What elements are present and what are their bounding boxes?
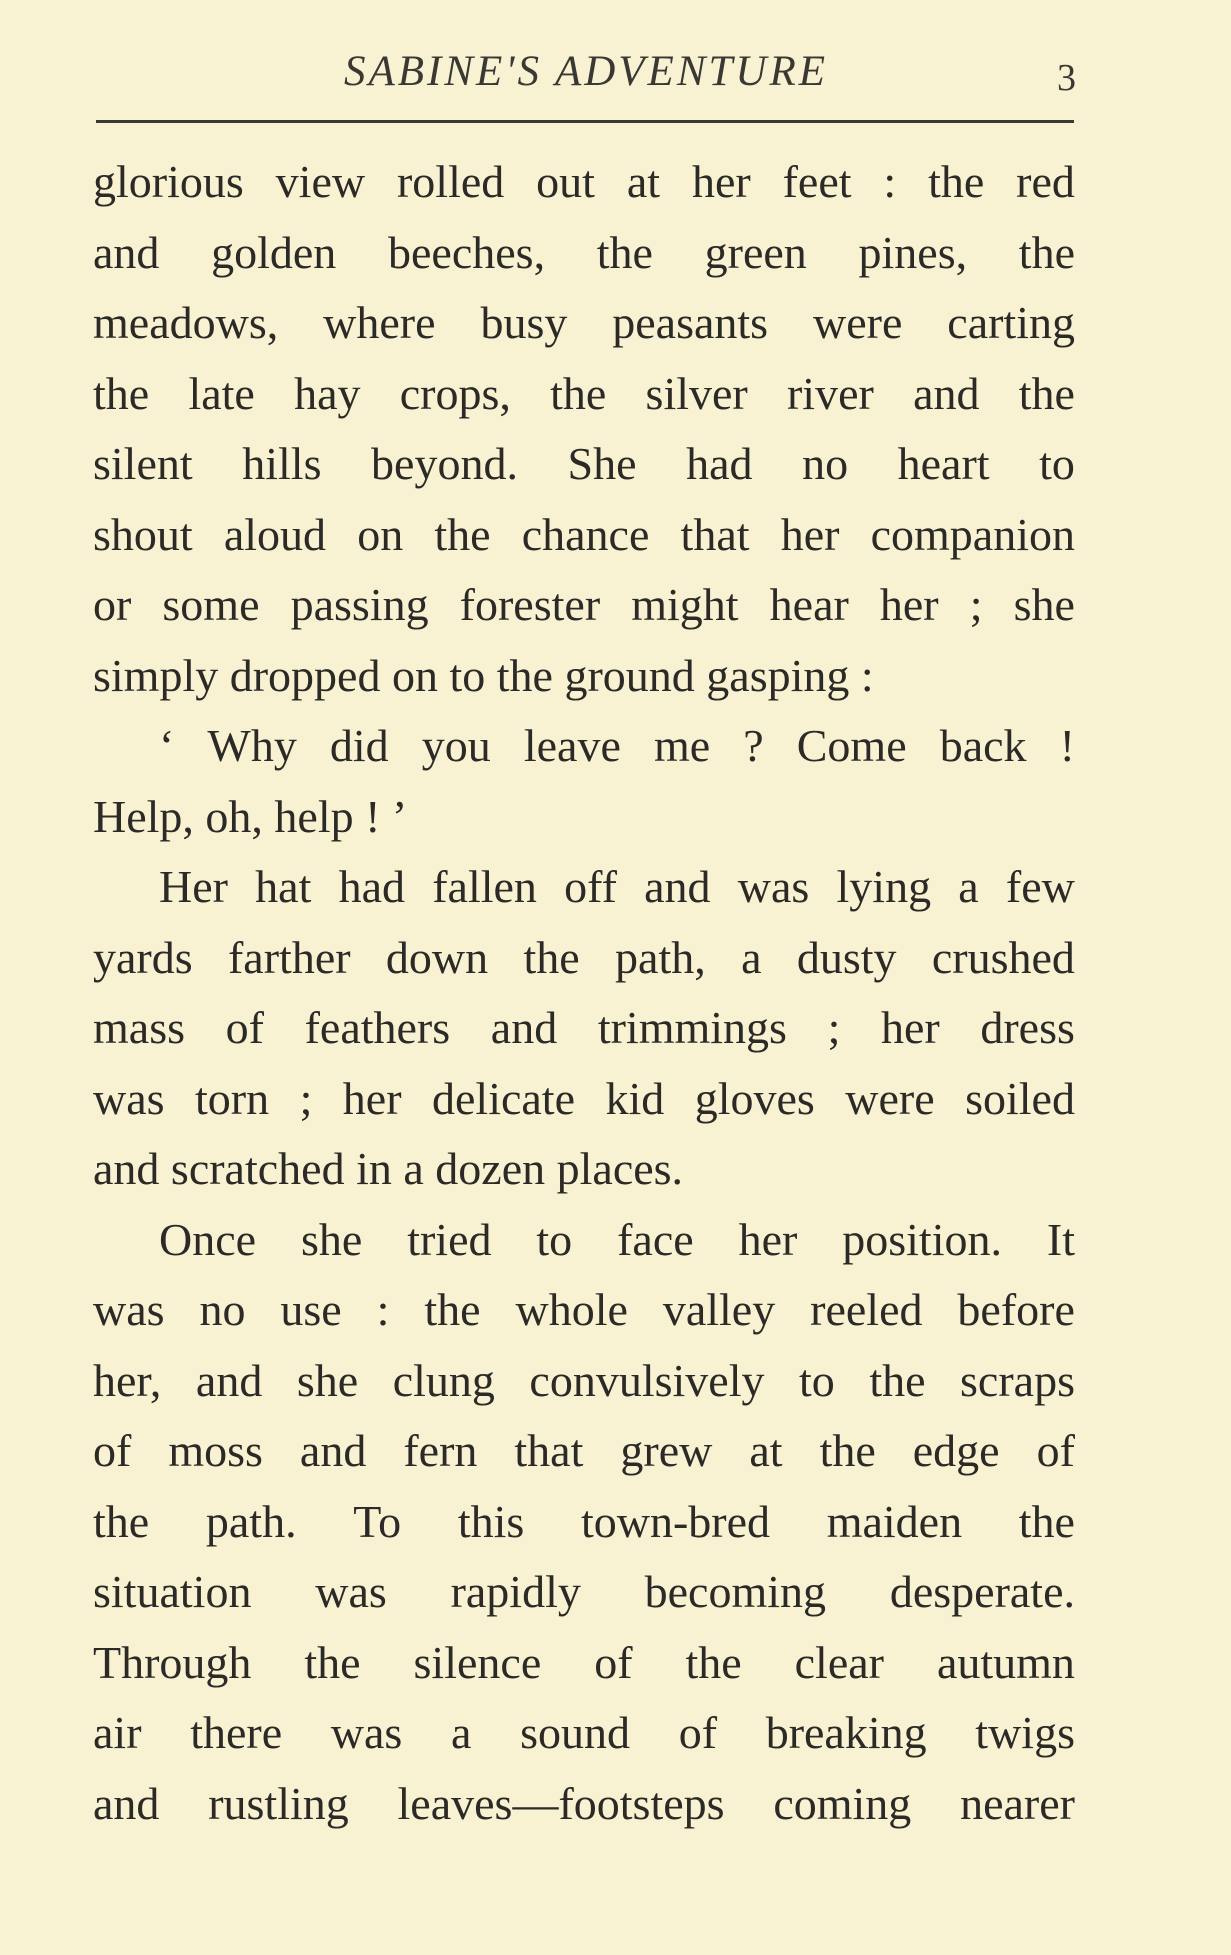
text-line: of moss and fern that grew at the edge of <box>93 1425 1075 1476</box>
text-line: mass of feathers and trimmings ; her dress <box>93 1002 1075 1053</box>
text-line: the path. To this town-bred maiden the <box>93 1495 1075 1547</box>
text-line: and scratched in a dozen places. <box>93 1143 684 1194</box>
text-line: Help, oh, help ! ’ <box>93 790 408 842</box>
text-line: the late hay crops, the silver river and the <box>93 367 1075 419</box>
text-line: was no use : the whole valley reeled before <box>93 1284 1075 1335</box>
text-line: Her hat had fallen off and was lying a few <box>159 861 1075 912</box>
text-line: ‘ Why did you leave me ? Come back ! <box>159 720 1075 771</box>
page-number: 3 <box>1057 57 1076 99</box>
text-line: Through the silence of the clear autumn <box>93 1636 1075 1688</box>
running-title: SABINE'S ADVENTURE <box>344 48 828 95</box>
text-line: simply dropped on to the ground gasping : <box>93 649 874 701</box>
text-line: silent hills beyond. She had no heart to <box>93 438 1075 489</box>
text-line: and rustling leaves—footsteps coming nearer <box>93 1777 1075 1829</box>
text-line: situation was rapidly becoming desperate. <box>93 1566 1075 1617</box>
text-line: shout aloud on the chance that her companion <box>93 508 1075 560</box>
text-line: Once she tried to face her position. It <box>159 1213 1075 1265</box>
header-rule <box>96 120 1074 123</box>
text-line: and golden beeches, the green pines, the <box>93 226 1075 278</box>
text-line: was torn ; her delicate kid gloves were soiled <box>93 1072 1075 1124</box>
body-text <box>93 147 1075 1839</box>
text-line: meadows, where busy peasants were carting <box>93 297 1075 348</box>
text-line: yards farther down the path, a dusty crushed <box>93 931 1075 983</box>
running-head <box>96 40 1076 110</box>
text-line: glorious view rolled out at her feet : the red <box>93 156 1075 207</box>
text-line: her, and she clung convulsively to the scraps <box>93 1354 1075 1406</box>
text-line: or some passing forester might hear her ; she <box>93 579 1075 630</box>
text-line: air there was a sound of breaking twigs <box>93 1707 1075 1758</box>
